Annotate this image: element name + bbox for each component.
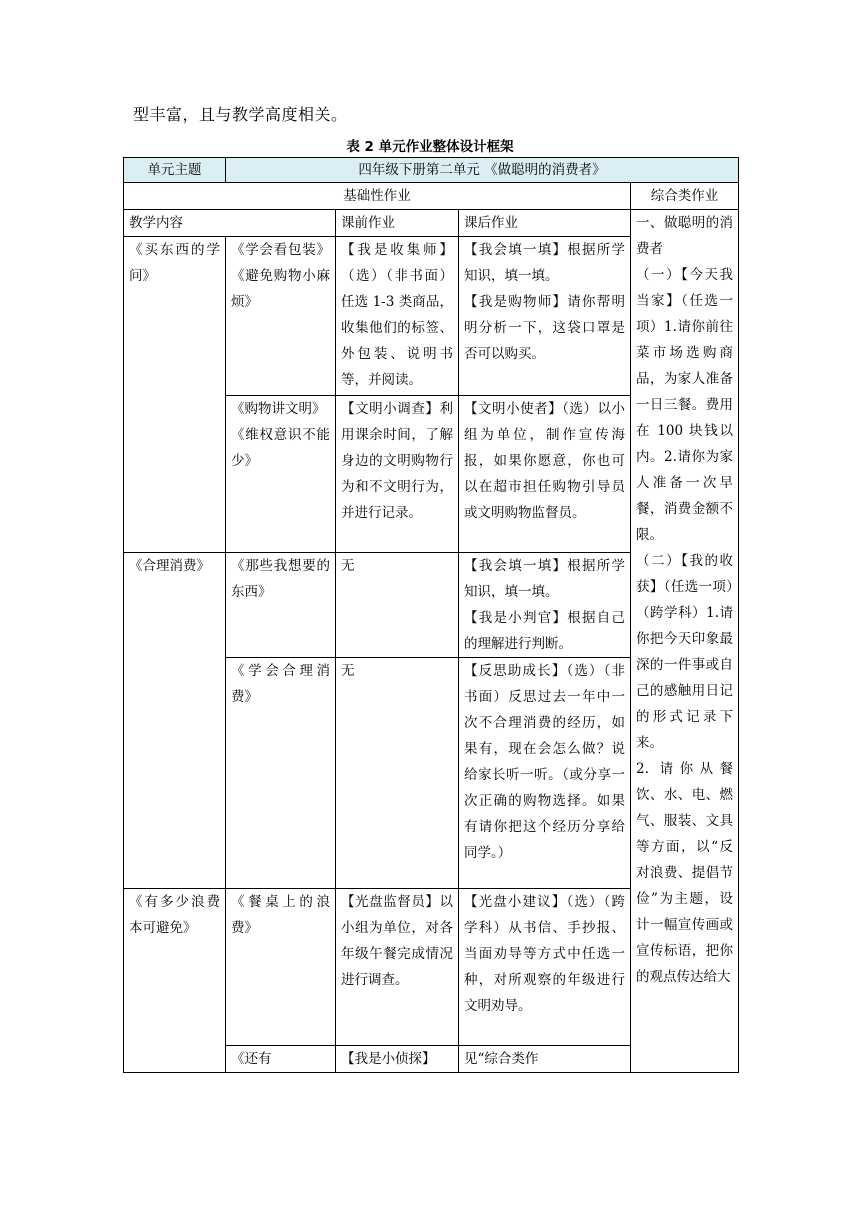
after-cell: 【文明小使者】（选）以小组为单位，制作宣传海报，如果你愿意，你也可以在超市担任购物引导员或文明购物监督员。 (459, 396, 631, 553)
comprehensive-item-2: （二）【我的收获】（任选一项）（跨学科）1.请你把今天印象最深的一件事或自己的感触用日记的形式记录下来。 (636, 553, 734, 751)
table-caption: 表 2 单元作业整体设计框架 (346, 139, 514, 155)
basic-homework-header: 基础性作业 (124, 183, 631, 210)
lesson-cell: 《那些我想要的东西》 (226, 553, 336, 658)
lesson-line: 《购物讲文明》 (231, 401, 326, 417)
before-cell: 无 (336, 553, 459, 658)
comprehensive-cell (631, 210, 739, 1073)
table-row (124, 183, 739, 210)
after-item: 【我是购物师】请你帮明明分析一下，这袋口罩是否可以购买。 (464, 294, 625, 362)
content-column-header: 教学内容 (124, 210, 336, 237)
table-row (124, 158, 739, 183)
before-cell: 【我是收集师】（选）（非书面）任选 1-3 类商品，收集他们的标签、外包装、说明书等，并阅读。 (336, 237, 459, 396)
topic-cell: 《有多少浪费本可避免》 (124, 889, 226, 1073)
table-row (124, 210, 739, 237)
lesson-cell: 《还有 (226, 1046, 336, 1073)
after-column-header: 课后作业 (459, 210, 631, 237)
theme-label-cell: 单元主题 (124, 158, 226, 183)
comprehensive-title: 一、做聪明的消费者 (636, 215, 734, 257)
lesson-cell (226, 396, 336, 553)
before-cell: 无 (336, 658, 459, 889)
after-cell (459, 553, 631, 658)
comprehensive-item-1: （一）【今天我当家】（任选一项）1.请你前往菜市场选购商品，为家人准备一日三餐。费用在 100 块钱以内。2.请你为家人准备一次早餐，消费金额不限。 (636, 267, 734, 543)
after-cell: 见“综合类作 (459, 1046, 631, 1073)
before-cell: 【文明小调查】利用课余时间，了解身边的文明购物行为和不文明行为，并进行记录。 (336, 396, 459, 553)
after-item: 【我是小判官】根据自己的理解进行判断。 (464, 610, 625, 652)
before-cell: 【我是小侦探】 (336, 1046, 459, 1073)
lesson-line: 《维权意识不能少》 (231, 427, 330, 469)
comprehensive-homework-header: 综合类作业 (631, 183, 739, 210)
after-cell: 【反思助成长】（选）（非书面）反思过去一年中一次不合理消费的经历，如果有，现在会怎么做？说给家长听一听。（或分享一次正确的购物选择。如果有请你把这个经历分享给同学。） (459, 658, 631, 889)
before-cell: 【光盘监督员】以小组为单位，对各年级午餐完成情况进行调查。 (336, 889, 459, 1046)
topic-cell: 《合理消费》 (124, 553, 226, 889)
after-cell (459, 237, 631, 396)
after-item: 【我会填一填】根据所学知识，填一填。 (464, 242, 625, 284)
theme-value-cell: 四年级下册第二单元 《做聪明的消费者》 (226, 158, 739, 183)
lesson-cell: 《餐桌上的浪费》 (226, 889, 336, 1046)
lesson-cell: 《学会合理消费》 (226, 658, 336, 889)
after-cell: 【光盘小建议】（选）（跨学科）从书信、手抄报、当面劝导等方式中任选一种，对所观察的年级进行文明劝导。 (459, 889, 631, 1046)
lead-paragraph: 型丰富，且与教学高度相关。 (133, 105, 348, 124)
after-item: 【我会填一填】根据所学知识，填一填。 (464, 558, 625, 600)
topic-cell: 《买东西的学问》 (124, 237, 226, 553)
before-column-header: 课前作业 (336, 210, 459, 237)
comprehensive-item-3: 2. 请你从餐饮、水、电、燃气、服装、文具等方面，以“反对浪费、提倡节俭”为主题，设计一幅宣传画或宣传标语，把你的观点传达给大 (636, 761, 734, 985)
framework-table (123, 157, 739, 1073)
lesson-cell: 《学会看包装》《避免购物小麻烦》 (226, 237, 336, 396)
